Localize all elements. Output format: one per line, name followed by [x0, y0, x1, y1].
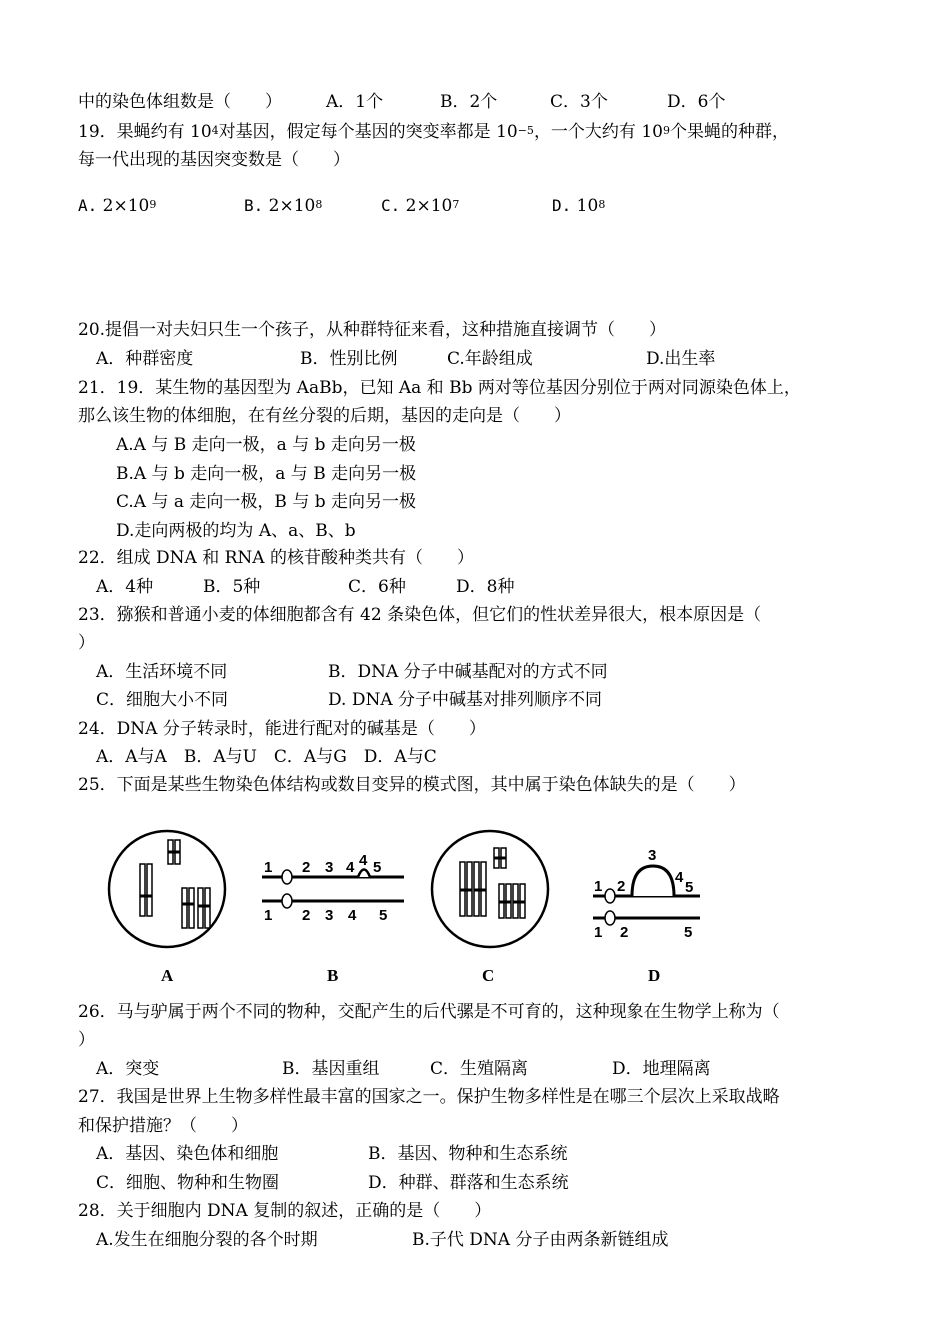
figure-label-c: C — [482, 966, 495, 985]
fig-d-top-1: 1 — [594, 878, 603, 895]
q28-stem: 28．关于细胞内 DNA 复制的叙述，正确的是（ ） — [78, 1201, 492, 1221]
fig-d-top-2: 2 — [617, 878, 626, 895]
q22-option-d: D．8种 — [456, 577, 515, 597]
fig-d-top-5: 5 — [685, 879, 694, 896]
fig-b-bottom-4: 4 — [348, 907, 357, 924]
q28-option-a: A.发生在细胞分裂的各个时期 — [96, 1230, 318, 1250]
fig-d-bottom-5: 5 — [684, 924, 693, 941]
q27-stem-line2: 和保护措施？（ ） — [78, 1116, 248, 1136]
q24-options: A．A与A B．A与U C．A与G D．A与C — [96, 747, 437, 767]
fig-d-top-3: 3 — [648, 847, 657, 864]
q19-option-a: A. $2\times 10^9$ — [78, 196, 157, 216]
q27-option-c: C．细胞、物种和生物圈 — [96, 1173, 280, 1193]
q28-option-b: B.子代 DNA 分子由两条新链组成 — [412, 1230, 669, 1250]
q26-option-b: B．基因重组 — [282, 1059, 380, 1079]
q25-stem: 25．下面是某些生物染色体结构或数目变异的模式图，其中属于染色体缺失的是（ ） — [78, 775, 746, 795]
fig-b-bottom-5: 5 — [379, 907, 388, 924]
fig-d-top-4: 4 — [675, 869, 684, 886]
figure-a-cell — [109, 831, 225, 947]
figure-label-a: A — [161, 966, 174, 985]
q20-option-a: A．种群密度 — [96, 349, 194, 369]
q22-stem: 22．组成 DNA 和 RNA 的核苷酸种类共有（ ） — [78, 548, 474, 568]
fig-b-top-4a: 4 — [346, 859, 355, 876]
fig-d-bottom-2: 2 — [620, 924, 629, 941]
fig-b-top-1: 1 — [264, 859, 273, 876]
q26-option-c: C．生殖隔离 — [430, 1059, 529, 1079]
q27-option-d: D．种群、群落和生态系统 — [368, 1173, 569, 1193]
q26-stem-line2: ） — [78, 1030, 95, 1050]
q23-option-b: B．DNA 分子中碱基配对的方式不同 — [328, 662, 608, 682]
q22-option-b: B．5种 — [203, 577, 261, 597]
q23-stem-line1: 23．猕猴和普通小麦的体细胞都含有 42 条染色体，但它们的性状差异很大，根本原因是（ — [78, 605, 762, 625]
q20-option-c: C.年龄组成 — [447, 349, 533, 369]
q21-stem-line1: 21．19．某生物的基因型为 AaBb，已知 Aa 和 Bb 两对等位基因分别位于两对同源染色体上， — [78, 378, 801, 398]
q21-stem-line2: 那么该生物的体细胞，在有丝分裂的后期，基因的走向是（ ） — [78, 406, 571, 426]
figure-c-cell — [432, 831, 548, 947]
q27-option-a: A．基因、染色体和细胞 — [96, 1144, 279, 1164]
q20-option-d: D.出生率 — [646, 349, 716, 369]
figure-b-chromosomes — [262, 852, 404, 924]
q18-option-c: C．3个 — [550, 92, 608, 112]
figure-label-d: D — [648, 966, 661, 985]
fig-d-bottom-1: 1 — [594, 924, 603, 941]
fig-b-top-3: 3 — [325, 859, 334, 876]
q19-option-c: C. $2\times 10^7$ — [381, 196, 460, 216]
q26-stem-line1: 26．马与驴属于两个不同的物种，交配产生的后代骡是不可育的，这种现象在生物学上称为（ — [78, 1002, 780, 1022]
q23-option-c: C．细胞大小不同 — [96, 690, 229, 710]
q20-stem: 20.提倡一对夫妇只生一个孩子，从种群特征来看，这种措施直接调节（ ） — [78, 320, 667, 340]
fig-b-bottom-1: 1 — [264, 907, 273, 924]
fig-b-top-4b: 4 — [359, 852, 368, 869]
q26-option-d: D．地理隔离 — [612, 1059, 711, 1079]
q18-stem: 中的染色体组数是（ ） — [78, 92, 282, 112]
q21-option-c: C.A 与 a 走向一极，B 与 b 走向另一极 — [116, 492, 417, 512]
q22-option-a: A．4种 — [96, 577, 154, 597]
q24-stem: 24．DNA 分子转录时，能进行配对的碱基是（ ） — [78, 719, 486, 739]
q18-option-b: B．2个 — [440, 92, 498, 112]
q21-option-d: D.走向两极的均为 A、a、B、b — [116, 521, 356, 541]
q22-option-c: C．6种 — [348, 577, 406, 597]
q27-stem-line1: 27．我国是世界上生物多样性最丰富的国家之一。保护生物多样性是在哪三个层次上采取战略 — [78, 1087, 780, 1107]
fig-b-bottom-3: 3 — [325, 907, 334, 924]
q27-option-b: B．基因、物种和生态系统 — [368, 1144, 568, 1164]
figure-d-chromosomes — [593, 847, 700, 941]
q20-option-b: B．性别比例 — [300, 349, 398, 369]
q18-option-d: D．6个 — [667, 92, 726, 112]
q21-option-a: A.A 与 B 走向一极，a 与 b 走向另一极 — [116, 435, 416, 455]
q26-option-a: A．突变 — [96, 1059, 160, 1079]
q19-stem-line2: 每一代出现的基因突变数是（ ） — [78, 150, 350, 170]
q19-stem-line1: 19．果蝇约有 $10^4$对基因，假定每个基因的突变率都是 $10^{-5}$，一个大约有 $10^9$个果蝇的种群， — [78, 122, 789, 142]
q21-option-b: B.A 与 b 走向一极，a 与 B 走向另一极 — [116, 464, 417, 484]
q23-stem-line2: ） — [78, 633, 95, 653]
figure-label-b: B — [327, 966, 339, 985]
fig-b-top-5: 5 — [373, 859, 382, 876]
q23-option-a: A．生活环境不同 — [96, 662, 228, 682]
q23-option-d: D. DNA 分子中碱基对排列顺序不同 — [328, 690, 603, 710]
fig-b-top-2: 2 — [302, 859, 311, 876]
fig-b-bottom-2: 2 — [302, 907, 311, 924]
q19-option-d: D. $10^8$ — [552, 196, 606, 216]
q18-option-a: A．1个 — [326, 92, 384, 112]
q19-option-b: B. $2\times 10^8$ — [244, 196, 323, 216]
